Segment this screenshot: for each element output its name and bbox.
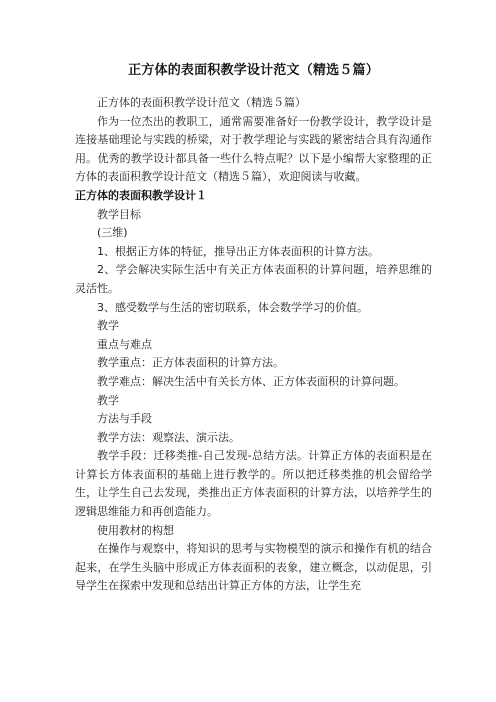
paragraph-teaching-label-1: 教学: [97, 319, 119, 333]
document-title: 正方体的表面积教学设计范文（精选５篇）: [128, 63, 379, 78]
goal-item-3: 3、感受数学与生活的密切联系，体会数学学习的价值。: [97, 300, 368, 314]
paragraph-key-points-label: 重点与难点: [97, 337, 152, 351]
paragraph-methods-label: 方法与手段: [97, 412, 152, 426]
paragraph-teaching-goals: 教学目标: [97, 207, 141, 221]
paragraph-three-dimensions: (三维): [97, 226, 128, 240]
paragraph-teaching-difficulty: 教学难点：解决生活中有关长方体、正方体表面积的计算问题。: [97, 374, 405, 388]
paragraph-teaching-methods: 教学方法：观察法、演示法。: [97, 430, 240, 444]
paragraph-teaching-label-2: 教学: [97, 393, 119, 407]
paragraph-teaching-means: 教学手段：迁移类推-自己发现-总结方法。计算正方体的表面积是在计算长方体表面积的基础上进行教学的。所以把迁移类推的机会留给学生，让学生自己去发现，类推出正方体表面积的计算方法，以培养学生的逻辑思维能力和再创造能力。: [75, 449, 432, 519]
paragraph-material-concept-label: 使用教材的构想: [97, 523, 174, 537]
subtitle-paragraph: 正方体的表面积教学设计范文（精选５篇）: [97, 96, 306, 109]
goal-item-2: 2、学会解决实际生活中有关正方体表面积的计算问题，培养思维的灵活性。: [75, 263, 432, 295]
section-heading: 正方体的表面积教学设计１: [75, 188, 207, 202]
goal-item-1: 1、根据正方体的特征，推导出正方体表面积的计算方法。: [97, 244, 379, 258]
intro-paragraph: 作为一位杰出的教职工，通常需要准备好一份教学设计，教学设计是连接基础理论与实践的桥梁，对于教学理论与实践的紧密结合具有沟通作用。优秀的教学设计都具备一些什么特点呢？以下是小编帮大家整理的正方体的表面积教学设计范文（精选５篇），欢迎阅读与收藏。: [75, 114, 432, 184]
paragraph-material-concept: 在操作与观察中，将知识的思考与实物模型的演示和操作有机的结合起来，在学生头脑中形成正方体表面积的表象，建立概念，以动促思，引导学生在探索中发现和总结出计算正方体的方法，让学生充: [75, 542, 432, 593]
paragraph-teaching-focus: 教学重点：正方体表面积的计算方法。: [97, 356, 284, 370]
